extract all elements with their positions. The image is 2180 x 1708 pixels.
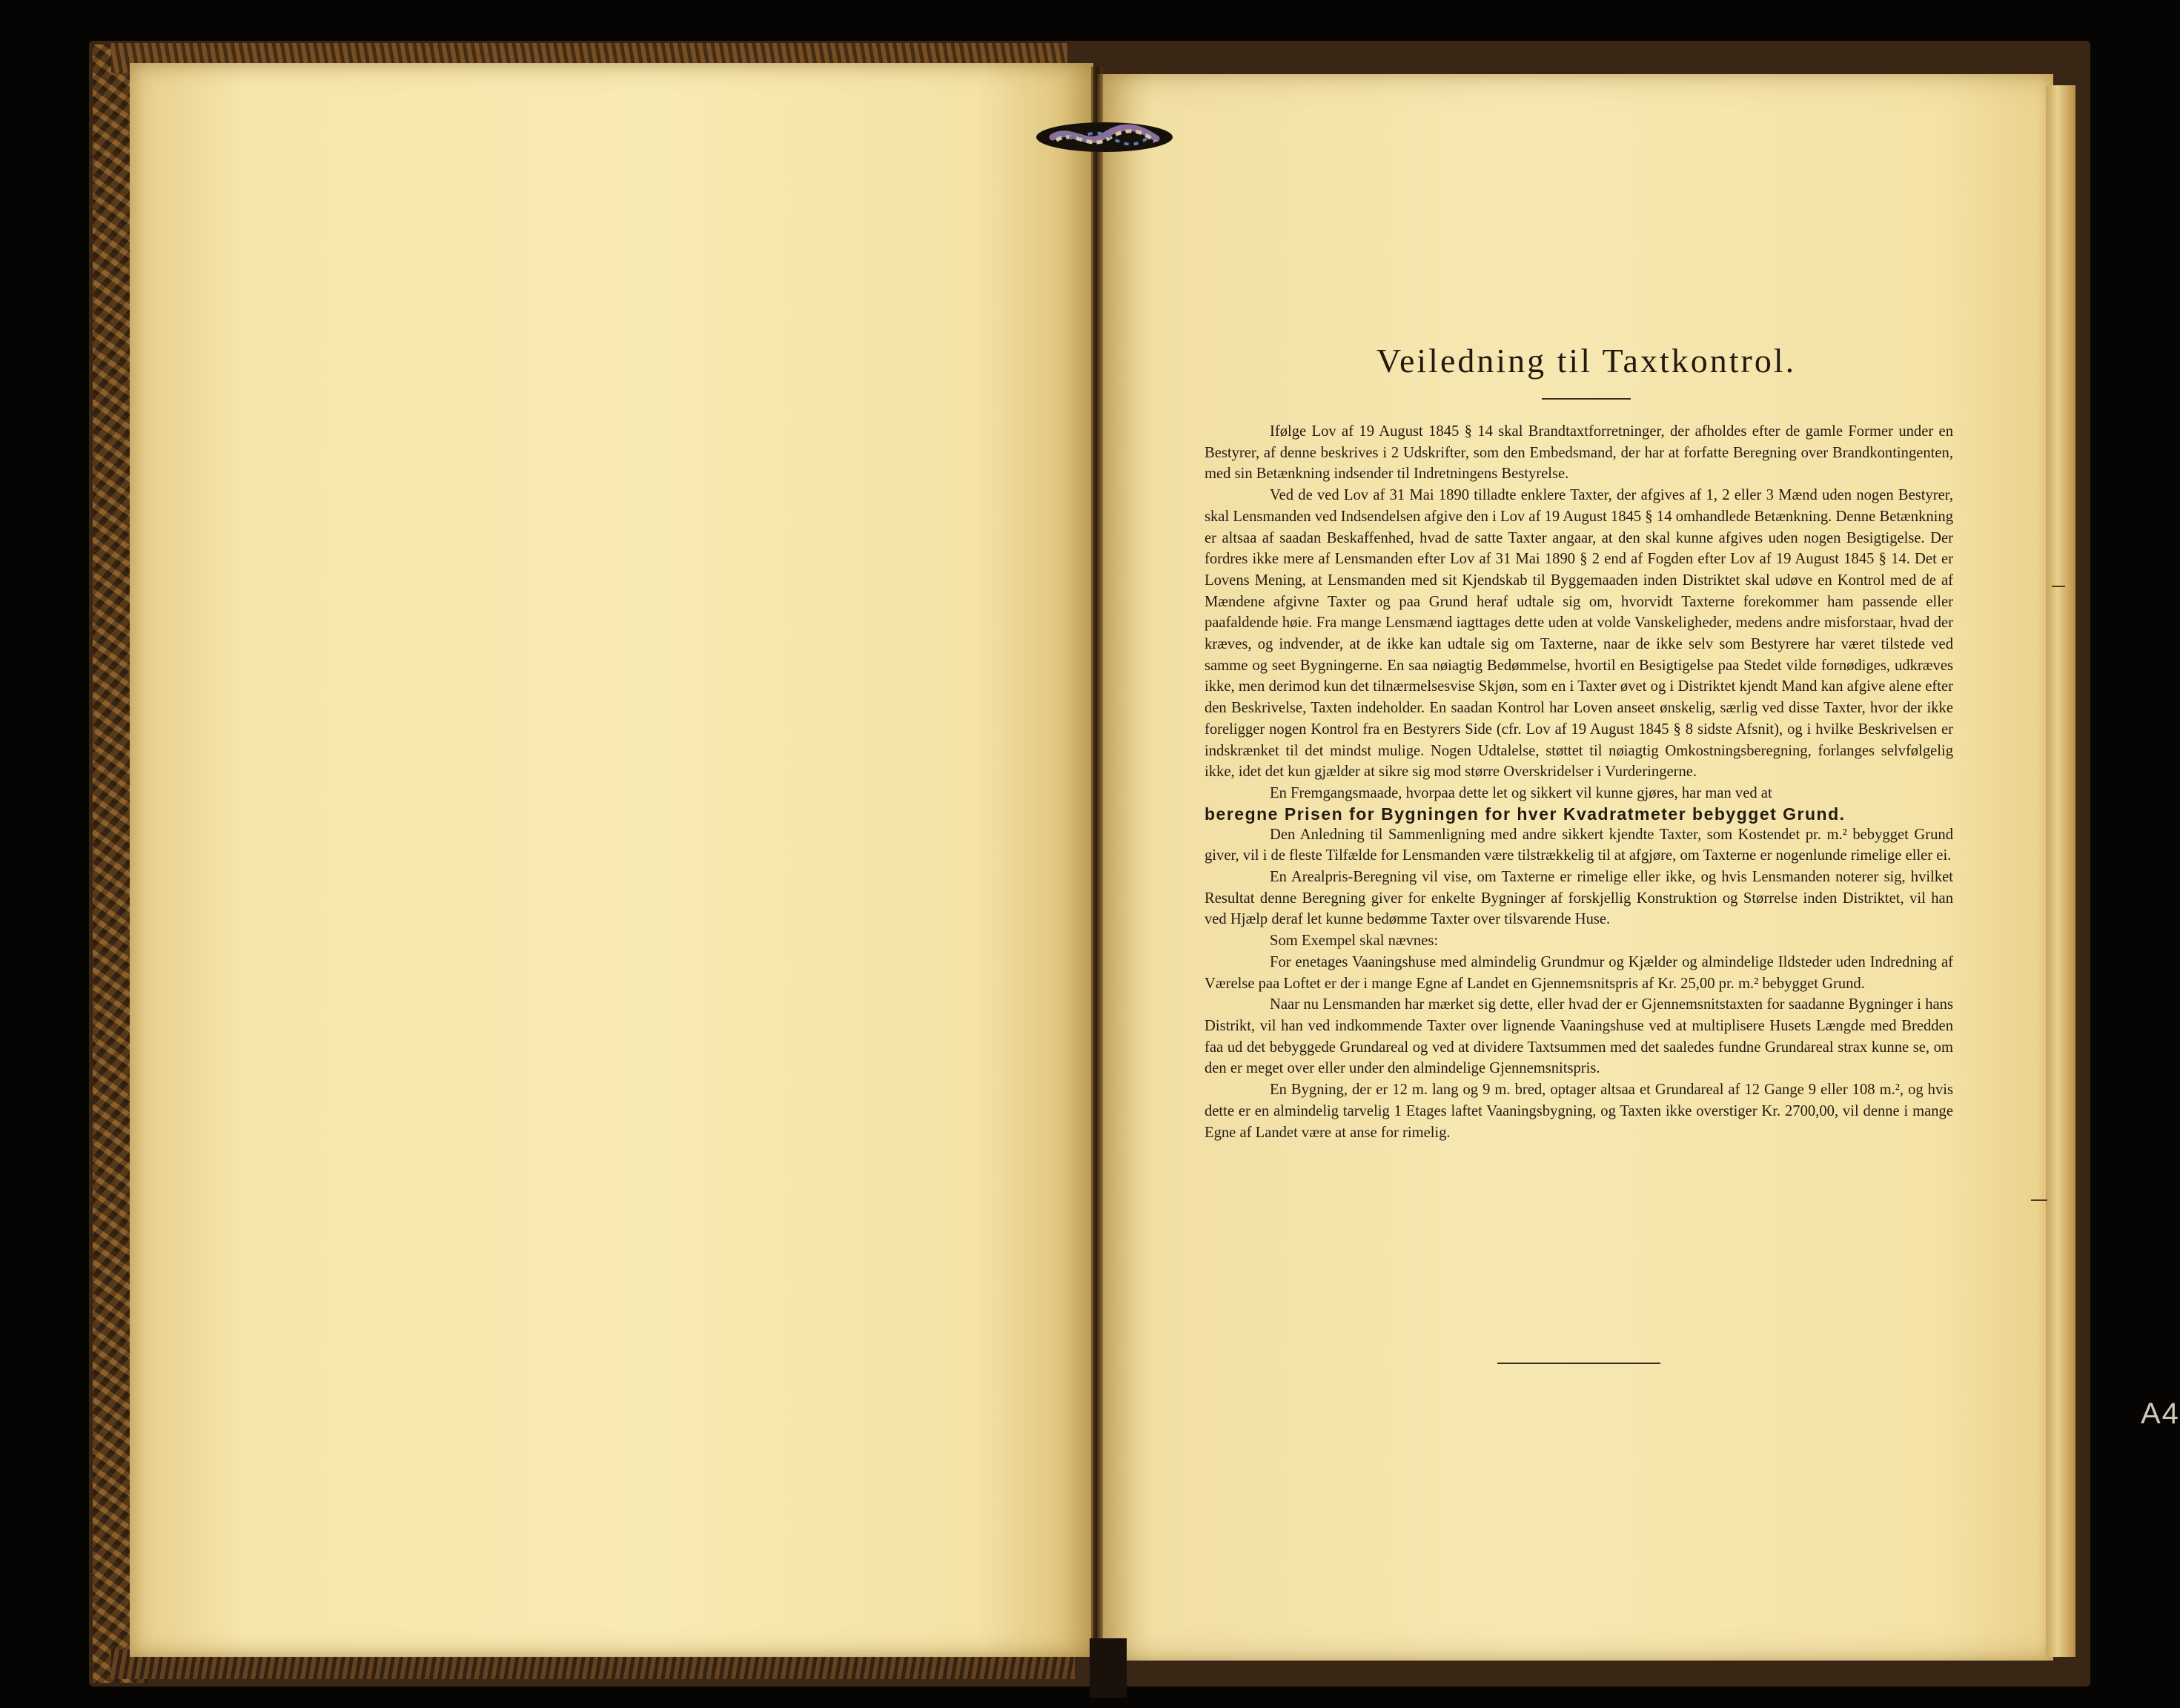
spine-bottom <box>1090 1638 1127 1698</box>
paragraph: For enetages Vaaningshuse med almindelig Grundmur og Kjælder og almindelige Ildsteder uden Indredning af Værelse paa Loftet er der i mange Egne af Landet en Gjennemsnitspris af Kr. 25,00 pr. m.² bebygget Grund. <box>1205 953 1953 992</box>
binding-thread-icon <box>1030 115 1179 159</box>
paragraph: Naar nu Lensmanden har mærket sig dette, eller hvad der er Gjennemsnitstaxten for saadanne Bygninger i hans Distrikt, vil han ved indkommende Taxter over lignende Vaaningshuse ved at multiplisere Husets Længde med Bredden faa ud det bebyggede Grundareal og ved at dividere Taxtsummen med det saaledes fundne Grundareal strax kunne se, om den er meget over eller under den almindelige Gjennemsnitspris. <box>1205 996 1953 1077</box>
margin-tick <box>2052 586 2065 587</box>
book-gutter <box>1091 67 1103 1668</box>
margin-tick <box>2031 1199 2047 1201</box>
emphasized-rule: beregne Prisen for Bygningen for hver Kvadratmeter bebygget Grund. <box>1205 804 1846 824</box>
paragraph: Ifølge Lov af 19 August 1845 § 14 skal Brandtaxtforretninger, der afholdes efter de gamle Former under en Bestyrer, af denne beskrives i 2 Udskrifter, som den Embedsmand, der har at forfatte Beregning over Brandkontingenten, med sin Betænkning indsender til Indretningens Bestyrelse. <box>1205 423 1953 483</box>
page-block-edge <box>2046 85 2075 1657</box>
paragraph: Ved de ved Lov af 31 Mai 1890 tilladte enklere Taxter, der afgives af 1, 2 eller 3 Mænd uden nogen Bestyrer, skal Lensmanden ved Indsendelsen afgive den i Lov af 19 August 1845 § 14 omhandlede Betænkning. Denne Betænkning er altsaa af saadan Beskaffenhed, hvad de satte Taxter angaar, at den skal kunne afgives uden nogen Besigtigelse. Der fordres ikke mere af Lensmanden efter Lov af 31 Mai 1890 § 2 end af Fogden efter Lov af 19 August 1845 § 14. Det er Lovens Mening, at Lensmanden med sit Kjendskab til Byggemaaden inden Distriktet skal udøve en Kontrol med de af Mændene afgivne Taxter og paa Grund heraf udtale sig om, hvorvidt Taxterne forekommer ham passende eller paafaldende høie. Fra mange Lensmænd iagttages dette uden at volde Vanskeligheder, medens andre misforstaar, hvad der kræves, og indvender, at de ikke kan udtale sig om Taxterne, naar de ikke selv som Bestyrere har været tilstede ved samme og seet Bygningerne. En saa nøiagtig Bedømmelse, hvortil en Besigtigelse paa Stedet vilde fornødiges, udkræves ikke, men derimod kun det tilnærmelsesvise Skjøn, som en i Taxter øvet og i Distriktet kjendt Mand kan afgive alene efter den Beskrivelse, Taxten indeholder. En saadan Kontrol har Loven anseet ønskelig, særlig ved disse Taxter, hvor der ikke foreligger nogen Kontrol fra en Bestyrers Side (cfr. Lov af 19 August 1845 § 8 sidste Afsnit), og i hvilke Beskrivelsen er indskrænket til det mindst mulige. Nogen Udtalelse, støttet til nøiagtig Omkostningsberegning, forlanges selvfølgelig ikke, idet det kun gjælder at sikre sig mod større Overskridelser i Vurderingerne. <box>1205 487 1953 781</box>
paragraph: En Arealpris-Beregning vil vise, om Taxterne er rimelige eller ikke, og hvis Lensmanden noterer sig, hvilket Resultat denne Beregning giver for enkelte Bygninger af forskjellig Konstruktion og Størrelse inden Distriktet, vil han ved Hjælp deraf let kunne bedømme Taxter over tilsvarende Huse. <box>1205 869 1953 928</box>
page-number-annotation: A4 <box>2141 1397 2180 1430</box>
paragraph: Den Anledning til Sammenligning med andre sikkert kjendte Taxter, som Kostendet pr. m.² bebygget Grund giver, vil i de fleste Tilfælde for Lensmanden være tilstrækkelig til at afgjøre, om Taxterne er nogenlunde rimelige eller ei. <box>1205 826 1953 864</box>
paragraph: En Bygning, der er 12 m. lang og 9 m. bred, optager altsaa et Grundareal af 12 Gange 9 eller 108 m.², og hvis dette er en almindelig tarvelig 1 Etages laftet Vaaningsbygning, og Taxten ikke overstiger Kr. 2700,00, vil denne i mange Egne af Landet være at anse for rimelig. <box>1205 1082 1953 1141</box>
paragraph: Som Exempel skal nævnes: <box>1270 933 1439 950</box>
guidance-text <box>1205 421 1953 1143</box>
closing-rule <box>1497 1363 1660 1364</box>
left-page <box>130 63 1093 1657</box>
paragraph: En Fremgangsmaade, hvorpaa dette let og sikkert vil kunne gjøres, har man ved at <box>1270 784 1772 801</box>
page-title: Veiledning til Taxtkontrol. <box>1376 342 1797 380</box>
title-rule <box>1542 398 1631 400</box>
